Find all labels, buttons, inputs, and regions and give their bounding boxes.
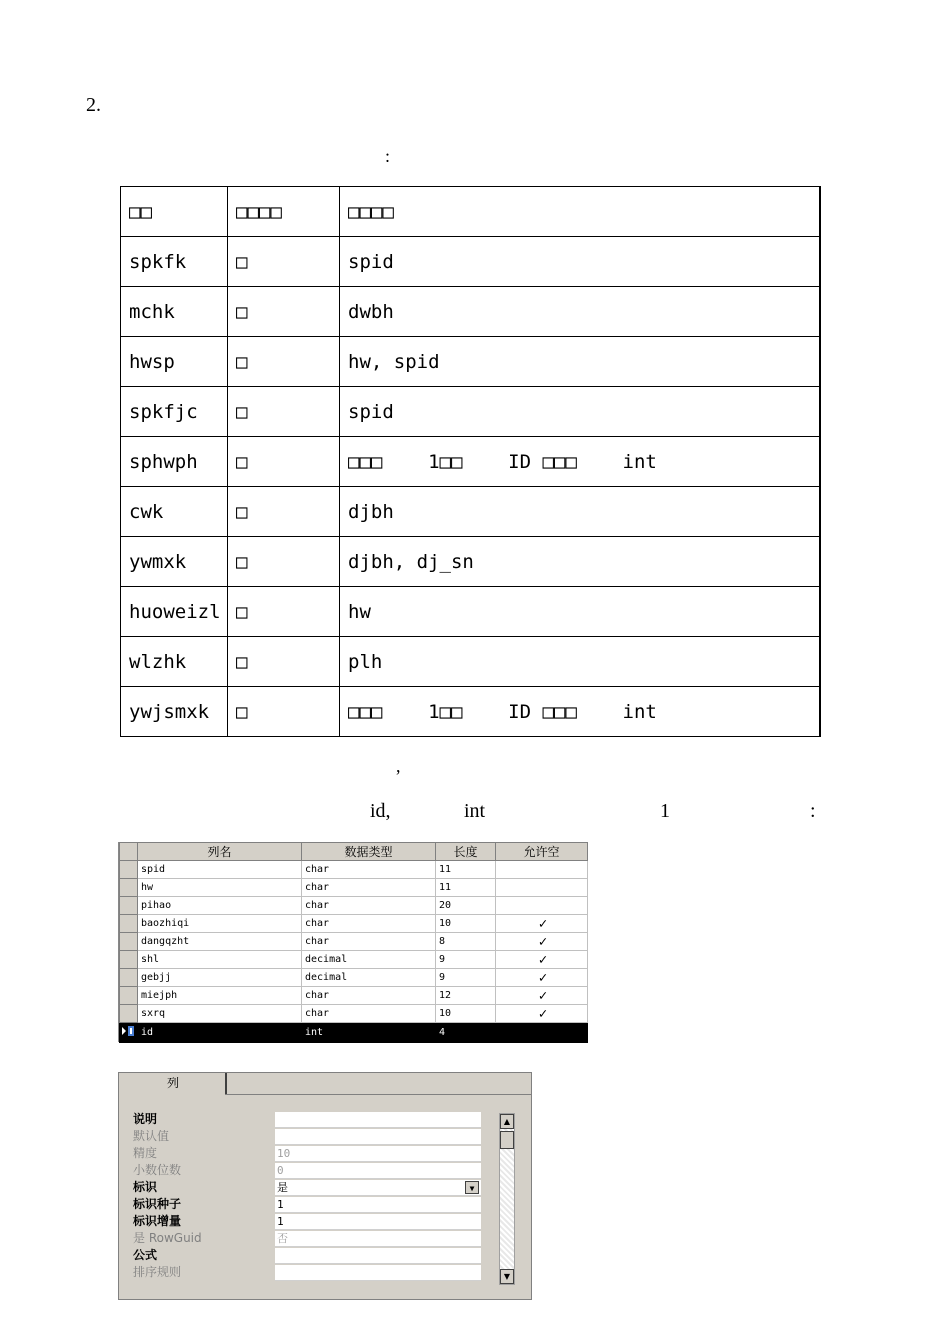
prop-value-description[interactable] <box>275 1112 481 1128</box>
data-type-cell[interactable]: char <box>302 933 436 951</box>
row-selector-header <box>120 843 138 861</box>
table-row[interactable] <box>120 861 588 879</box>
data-type-cell[interactable]: char <box>302 897 436 915</box>
data-type-cell[interactable]: char <box>302 915 436 933</box>
note-id: id, <box>370 800 391 822</box>
column-name-cell[interactable]: shl <box>138 951 302 969</box>
column-header-length[interactable]: 长度 <box>436 843 496 861</box>
prop-value-precision[interactable]: 10 <box>275 1146 481 1162</box>
length-cell[interactable]: 4 <box>436 1023 496 1043</box>
allow-null-checkbox[interactable] <box>496 1023 588 1043</box>
table-row <box>121 337 821 387</box>
prop-label-identity: 标识 <box>133 1180 158 1194</box>
prop-value-identity-select[interactable] <box>275 1180 481 1196</box>
prop-value-default[interactable] <box>275 1129 481 1145</box>
data-type-cell[interactable]: char <box>302 1005 436 1023</box>
table-name-cell: wlzhk <box>121 637 228 687</box>
flag-cell: □ <box>228 637 340 687</box>
row-selector[interactable] <box>120 951 138 969</box>
row-selector[interactable] <box>120 933 138 951</box>
prop-label-scale: 小数位数 <box>133 1163 182 1177</box>
prop-label-identity-increment: 标识增量 <box>133 1214 182 1228</box>
table-name-cell: spkfk <box>121 237 228 287</box>
note-int: int <box>464 800 486 822</box>
row-selector[interactable] <box>120 987 138 1005</box>
column-header-nullable[interactable]: 允许空 <box>496 843 588 861</box>
length-cell[interactable]: 9 <box>436 969 496 987</box>
length-cell[interactable]: 11 <box>436 861 496 879</box>
table-row <box>121 487 821 537</box>
column-name-cell[interactable]: hw <box>138 879 302 897</box>
table-name-cell: ywmxk <box>121 537 228 587</box>
data-type-cell[interactable]: char <box>302 861 436 879</box>
prop-value-collation[interactable] <box>275 1265 481 1281</box>
table-row <box>121 387 821 437</box>
column-name-cell[interactable]: gebjj <box>138 969 302 987</box>
flag-cell: □ <box>228 687 340 737</box>
table-row-selected[interactable] <box>120 1023 588 1043</box>
note-seed: 1 <box>660 800 670 822</box>
flag-cell: □ <box>228 387 340 437</box>
allow-null-checkbox[interactable]: ✓ <box>496 933 588 951</box>
length-cell[interactable]: 11 <box>436 879 496 897</box>
prop-value-formula[interactable] <box>275 1248 481 1264</box>
section-heading: 2. <box>86 94 101 116</box>
column-header-type[interactable]: 数据类型 <box>302 843 436 861</box>
index-table <box>120 186 821 737</box>
table-row <box>121 237 821 287</box>
table-name-cell: huoweizl <box>121 587 228 637</box>
table-name-cell: sphwph <box>121 437 228 487</box>
table-name-cell: ywjsmxk <box>121 687 228 737</box>
tab-divider <box>225 1094 531 1095</box>
properties-scrollbar[interactable] <box>499 1113 515 1285</box>
column-name-cell[interactable]: spid <box>138 861 302 879</box>
identity-selected-value: 是 <box>277 1181 288 1194</box>
allow-null-checkbox[interactable]: ✓ <box>496 969 588 987</box>
flag-cell: □ <box>228 437 340 487</box>
table-row <box>121 637 821 687</box>
table-row <box>121 587 821 637</box>
allow-null-checkbox[interactable] <box>496 879 588 897</box>
row-selector[interactable] <box>120 1005 138 1023</box>
table-row[interactable] <box>120 969 588 987</box>
data-type-cell[interactable]: char <box>302 987 436 1005</box>
columns-cell: spid <box>340 387 821 437</box>
row-selector[interactable] <box>120 897 138 915</box>
table-name-cell: hwsp <box>121 337 228 387</box>
data-type-cell[interactable]: char <box>302 879 436 897</box>
columns-cell: hw, spid <box>340 337 821 387</box>
row-selector[interactable] <box>120 861 138 879</box>
column-name-cell[interactable]: miejph <box>138 987 302 1005</box>
scroll-thumb[interactable] <box>500 1131 514 1149</box>
flag-cell: □ <box>228 537 340 587</box>
length-cell[interactable]: 12 <box>436 987 496 1005</box>
column-design-grid <box>118 842 587 1042</box>
columns-cell: spid <box>340 237 821 287</box>
table-row[interactable] <box>120 897 588 915</box>
table-row <box>121 537 821 587</box>
scroll-up-arrow-icon[interactable]: ▲ <box>500 1114 514 1129</box>
prop-label-default: 默认值 <box>133 1129 170 1143</box>
flag-cell: □ <box>228 287 340 337</box>
prop-label-formula: 公式 <box>133 1248 158 1262</box>
column-name-cell[interactable]: pihao <box>138 897 302 915</box>
column-name-cell[interactable]: sxrq <box>138 1005 302 1023</box>
table-row[interactable] <box>120 915 588 933</box>
table-row <box>121 287 821 337</box>
length-cell[interactable]: 10 <box>436 915 496 933</box>
dropdown-arrow-icon[interactable]: ▼ <box>465 1181 479 1194</box>
columns-cell: □□□ 1□□ ID □□□ int <box>340 687 821 737</box>
allow-null-checkbox[interactable] <box>496 897 588 915</box>
allow-null-checkbox[interactable]: ✓ <box>496 987 588 1005</box>
prop-label-rowguid: 是 RowGuid <box>133 1231 202 1245</box>
header-cell: □□□□ <box>340 187 821 237</box>
allow-null-checkbox[interactable] <box>496 861 588 879</box>
columns-cell: plh <box>340 637 821 687</box>
table-row[interactable] <box>120 879 588 897</box>
table-row[interactable] <box>120 933 588 951</box>
row-selector[interactable] <box>120 969 138 987</box>
comma-text: , <box>396 756 401 776</box>
flag-cell: □ <box>228 237 340 287</box>
prop-label-collation: 排序规则 <box>133 1265 182 1279</box>
note-colon: : <box>810 800 816 822</box>
key-arrow-icon <box>120 1023 138 1039</box>
header-cell: □□□□ <box>228 187 340 237</box>
columns-cell: hw <box>340 587 821 637</box>
prop-value-identity-seed[interactable]: 1 <box>275 1197 481 1213</box>
table-row[interactable] <box>120 987 588 1005</box>
allow-null-checkbox[interactable]: ✓ <box>496 951 588 969</box>
column-name-cell[interactable]: id <box>138 1023 302 1043</box>
table-row[interactable] <box>120 1005 588 1023</box>
length-cell[interactable]: 8 <box>436 933 496 951</box>
data-type-cell[interactable]: decimal <box>302 969 436 987</box>
columns-cell: □□□ 1□□ ID □□□ int <box>340 437 821 487</box>
prop-value-scale[interactable]: 0 <box>275 1163 481 1179</box>
table-name-cell: mchk <box>121 287 228 337</box>
table-name-cell: cwk <box>121 487 228 537</box>
flag-cell: □ <box>228 337 340 387</box>
column-properties-panel <box>118 1072 532 1300</box>
prop-label-identity-seed: 标识种子 <box>133 1197 182 1211</box>
column-header-name[interactable]: 列名 <box>138 843 302 861</box>
prop-label-precision: 精度 <box>133 1146 158 1160</box>
tab-columns[interactable]: 列 <box>121 1073 227 1095</box>
length-cell[interactable]: 9 <box>436 951 496 969</box>
columns-cell: dwbh <box>340 287 821 337</box>
table-row <box>121 687 821 737</box>
columns-cell: djbh <box>340 487 821 537</box>
row-selector[interactable] <box>120 915 138 933</box>
data-type-cell[interactable]: decimal <box>302 951 436 969</box>
length-cell[interactable]: 20 <box>436 897 496 915</box>
prop-value-identity-increment[interactable]: 1 <box>275 1214 481 1230</box>
scroll-down-arrow-icon[interactable]: ▼ <box>500 1269 514 1284</box>
columns-cell: djbh, dj_sn <box>340 537 821 587</box>
allow-null-checkbox[interactable]: ✓ <box>496 915 588 933</box>
data-type-cell[interactable]: int <box>302 1023 436 1043</box>
index-table-header <box>121 187 821 237</box>
header-cell: □□ <box>121 187 228 237</box>
prop-value-rowguid[interactable]: 否 <box>275 1231 481 1247</box>
table-row[interactable] <box>120 951 588 969</box>
column-name-cell[interactable]: baozhiqi <box>138 915 302 933</box>
table-name-cell: spkfjc <box>121 387 228 437</box>
grid-header <box>120 843 588 861</box>
intro-colon: : <box>385 146 391 166</box>
row-selector[interactable] <box>120 879 138 897</box>
allow-null-checkbox[interactable]: ✓ <box>496 1005 588 1023</box>
table-row <box>121 437 821 487</box>
primary-key-row-indicator[interactable] <box>120 1023 138 1043</box>
flag-cell: □ <box>228 587 340 637</box>
prop-label-description: 说明 <box>133 1112 158 1126</box>
flag-cell: □ <box>228 487 340 537</box>
length-cell[interactable]: 10 <box>436 1005 496 1023</box>
column-name-cell[interactable]: dangqzht <box>138 933 302 951</box>
